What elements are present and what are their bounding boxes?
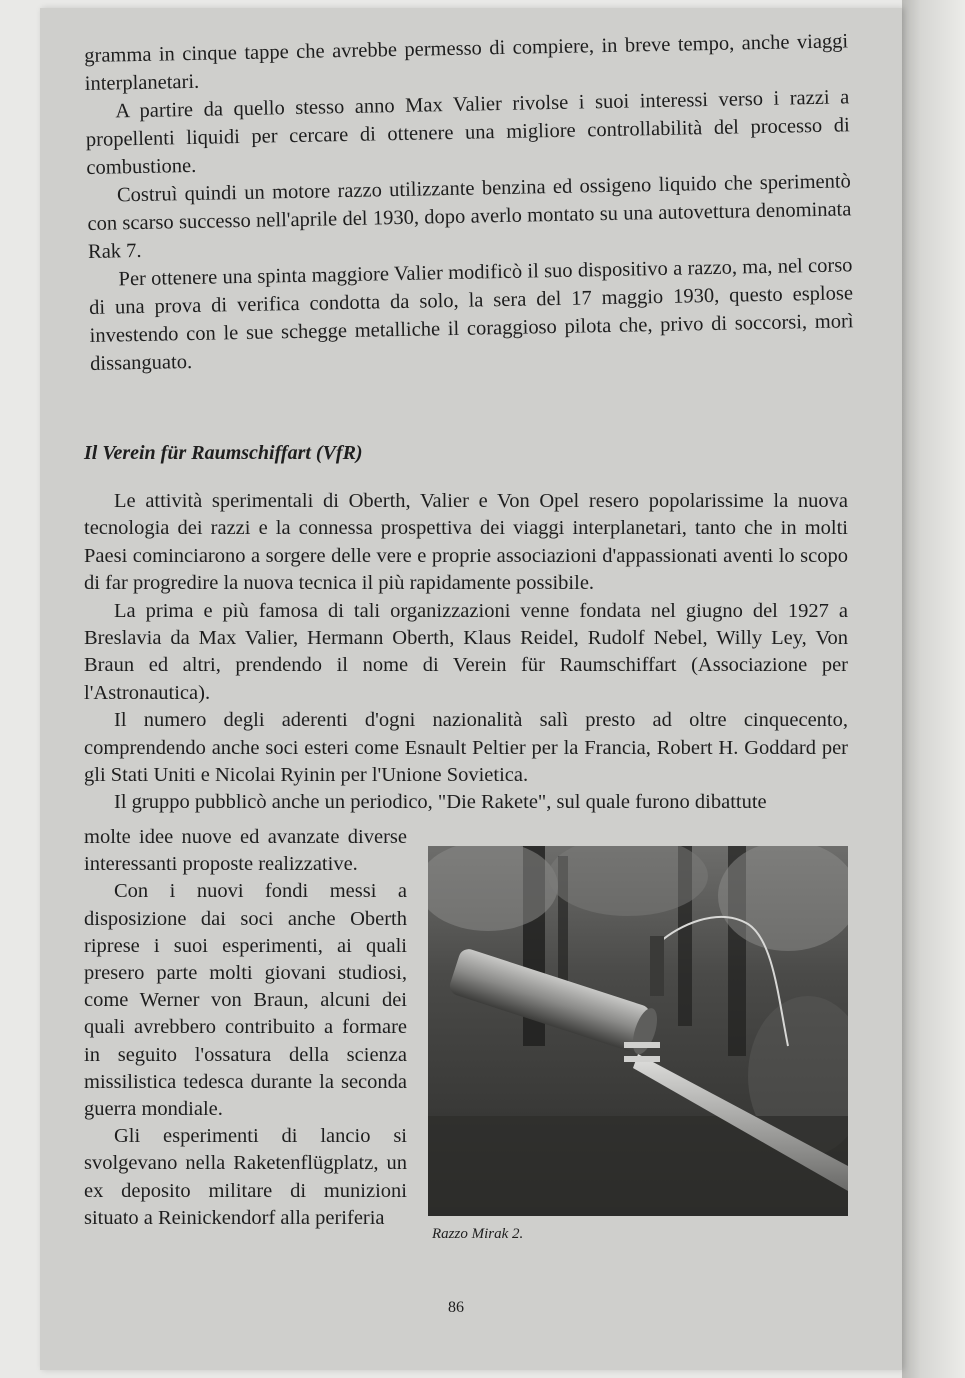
paragraph-members: Il numero degli aderenti d'ogni nazionalità salì presto ad oltre cinquecento, comprendendo anche soci esteri come Esnault Peltier per la Francia, Robert H. Goddard per gli Stati Uniti e Nicolai Ryinin per l'Unione Sovietica. (84, 709, 848, 787)
top-text-block (84, 27, 854, 378)
paragraph-program-continuation: gramma in cinque tappe che avrebbe permesso di compiere, in breve tempo, anche viaggi interplanetari. (84, 30, 849, 95)
rocket-photo-illustration (428, 846, 848, 1216)
paragraph-valier-liquid-propellants: A partire da quello stesso anno Max Valier rivolse i suoi interessi verso i razzi a propellenti liquidi per cercare di ottenere una migliore controllabilità del processo di combustione. (85, 86, 850, 179)
photo-caption: Razzo Mirak 2. (432, 1226, 524, 1242)
paragraph-vfr-founding: La prima e più famosa di tali organizzazioni venne fondata nel giugno del 1927 a Breslavia da Max Valier, Hermann Oberth, Klaus Reidel, Rudolf Nebel, Willy Ley, Von Braun ed altri, prendendo il nome di Verein für Raumschiffart (Associazione per l'Astronautica). (84, 599, 848, 704)
page-number: 86 (448, 1299, 464, 1316)
paragraph-die-rakete: Il gruppo pubblicò anche un periodico, "Die Rakete", sul quale furono dibattute (114, 791, 767, 814)
section-heading: Il Verein für Raumschiffart (VfR) (84, 442, 363, 464)
rocket-photo (428, 846, 848, 1216)
paragraph-raketenflugplatz: Gli esperimenti di lancio si svolgevano nella Raketenflügplatz, un ex deposito militare di munizioni situato a Reinickendorf alla periferia (84, 1125, 407, 1229)
page-edge (902, 0, 965, 1378)
paragraph-ideas: molte idee nuove ed avanzate diverse interessanti proposte realizzative. (84, 826, 407, 876)
paragraph-valier-death: Per ottenere una spinta maggiore Valier modificò il suo dispositivo a razzo, ma, nel corso di una prova di verifica condotta da solo, la sera del 17 maggio 1930, questo esplose investendo con le sue schegge metalliche il coraggioso pilota che, privo di soccorsi, morì dissanguato. (88, 254, 854, 375)
paragraph-popularity: Le attività sperimentali di Oberth, Valier e Von Opel resero popolarissime la nuova tecnologia dei razzi e la connessa prospettiva dei viaggi interplanetari, tanto che in molti Paesi cominciarono a sorgere delle vere e proprie associazioni d'appassionati aventi lo scopo di far progredire la nuova tecnica il più rapidamente possibile. (84, 490, 848, 595)
paragraph-rak7: Costruì quindi un motore razzo utilizzante benzina ed ossigeno liquido che sperimentò con scarso successo nell'aprile del 1930, dopo averlo montato su una autovettura denominata Rak 7. (87, 170, 852, 263)
side-text-block (84, 824, 407, 1232)
mid-text-block (84, 488, 848, 817)
paragraph-oberth-experiments: Con i nuovi fondi messi a disposizione dai soci anche Oberth riprese i suoi esperimenti, ai quali presero parte molti giovani studiosi, come Werner von Braun, alcuni dei quali avrebbero contribuito a formare in seguito l'ossatura della scienza missilistica tedesca durante la seconda guerra mondiale. (84, 880, 407, 1121)
